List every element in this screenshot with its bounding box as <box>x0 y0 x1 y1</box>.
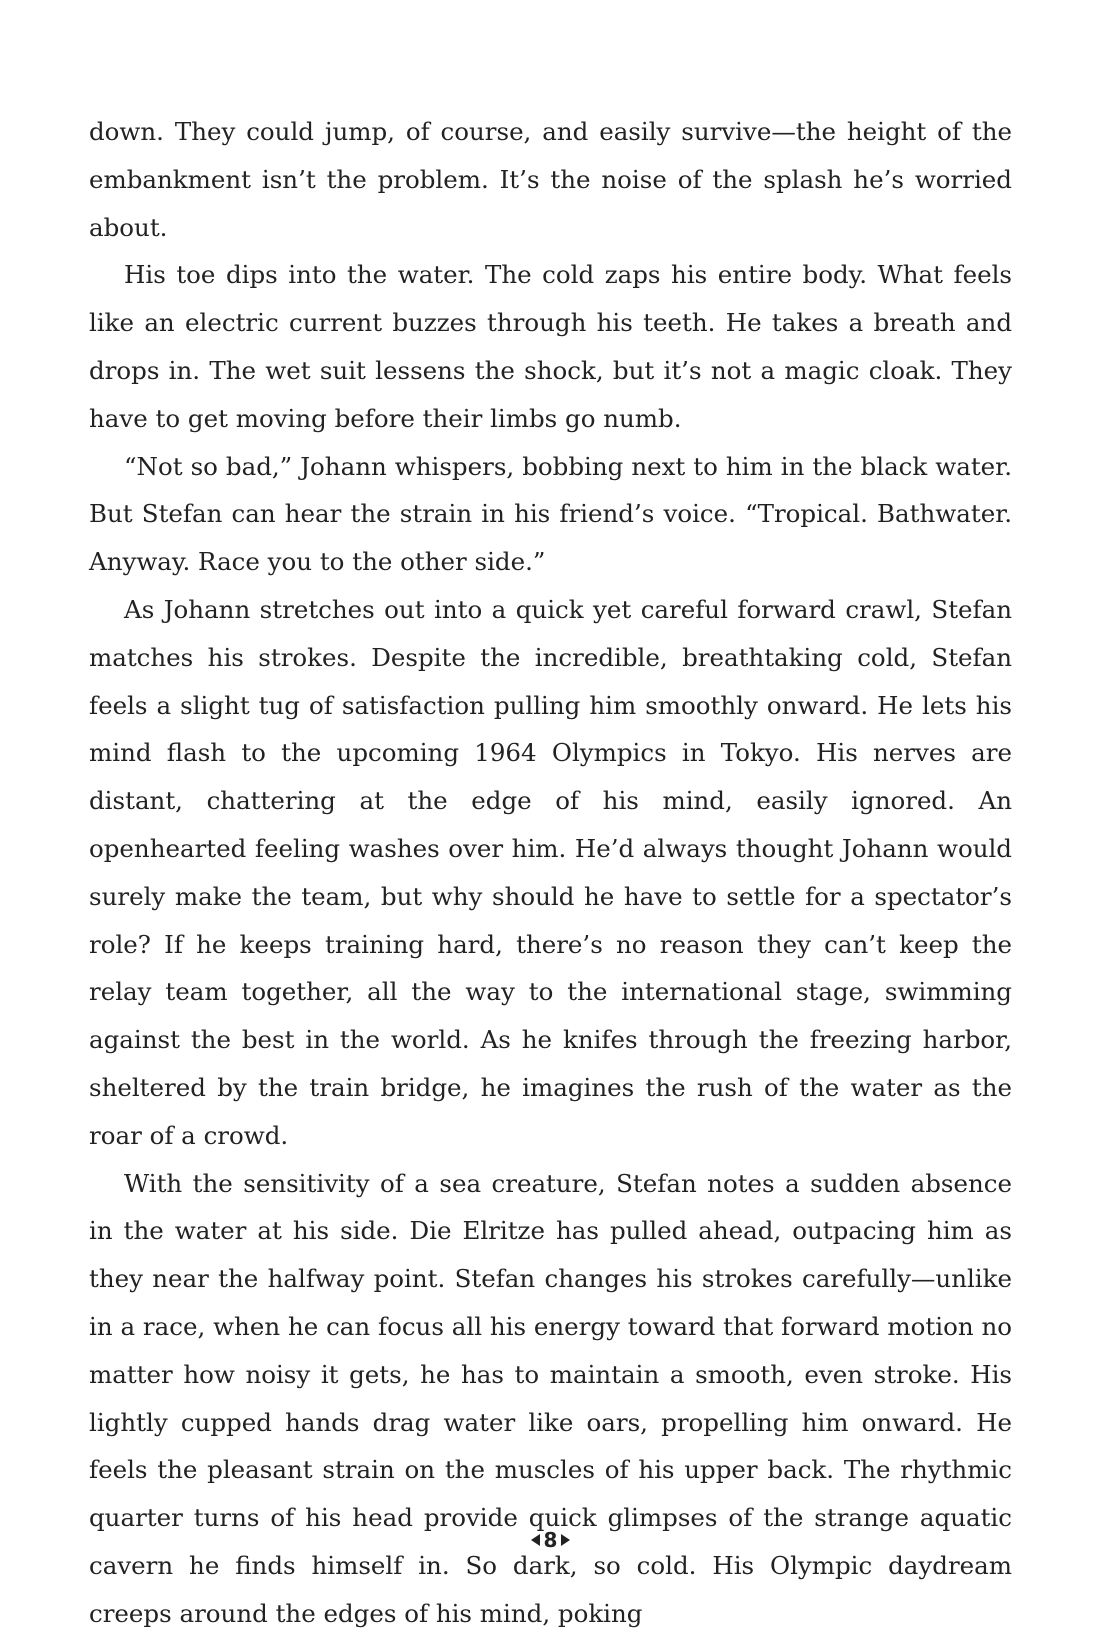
page-number-footer <box>0 1527 1101 1553</box>
left-arrow-icon <box>531 1534 540 1546</box>
right-arrow-icon <box>561 1534 570 1546</box>
paragraph-5: With the sensitivity of a sea creature, Stefan notes a sudden absence in the water at his side. Die Elritze has pulled ahead, outpacing him as they near the halfway point. Stefan changes his strokes carefully—unlike in a race, when he can focus all his energy toward that forward motion no matter how noisy it gets, he has to maintain a smooth, even stroke. His lightly cupped hands drag water like oars, propelling him onward. He feels the pleasant strain on the muscles of his upper back. The rhythmic quarter turns of his head provide quick glimpses of the strange aquatic cavern he finds himself in. So dark, so cold. His Olympic daydream creeps around the edges of his mind, poking <box>89 1168 1012 1628</box>
page-number: 8 <box>543 1528 558 1552</box>
paragraph-4: As Johann stretches out into a quick yet careful forward crawl, Stefan matches his strokes. Despite the incredible, breathtaking cold, Stefan feels a slight tug of satisfaction pulling him smoothly onward. He lets his mind flash to the upcoming 1964 Olympics in Tokyo. His nerves are distant, chattering at the edge of his mind, easily ignored. An openhearted feeling washes over him. He’d always thought Johann would surely make the team, but why should he have to settle for a spectator’s role? If he keeps training hard, there’s no reason they can’t keep the relay team together, all the way to the international stage, swimming against the best in the world. As he knifes through the freezing harbor, sheltered by the train bridge, he imagines the rush of the water as the roar of a crowd. <box>89 594 1012 1150</box>
paragraph-2: His toe dips into the water. The cold zaps his entire body. What feels like an electric current buzzes through his teeth. He takes a breath and drops in. The wet suit lessens the shock, but it’s not a magic cloak. They have to get moving before their limbs go numb. <box>89 260 1012 433</box>
body-text <box>89 108 1012 1638</box>
paragraph-3: “Not so bad,” Johann whispers, bobbing next to him in the black water. But Stefan can hear the strain in his friend’s voice. “Tropical. Bathwater. Anyway. Race you to the other side.” <box>89 451 1012 577</box>
paragraph-1: down. They could jump, of course, and easily survive—the height of the embankment isn’t the problem. It’s the noise of the splash he’s worried about. <box>89 117 1012 242</box>
